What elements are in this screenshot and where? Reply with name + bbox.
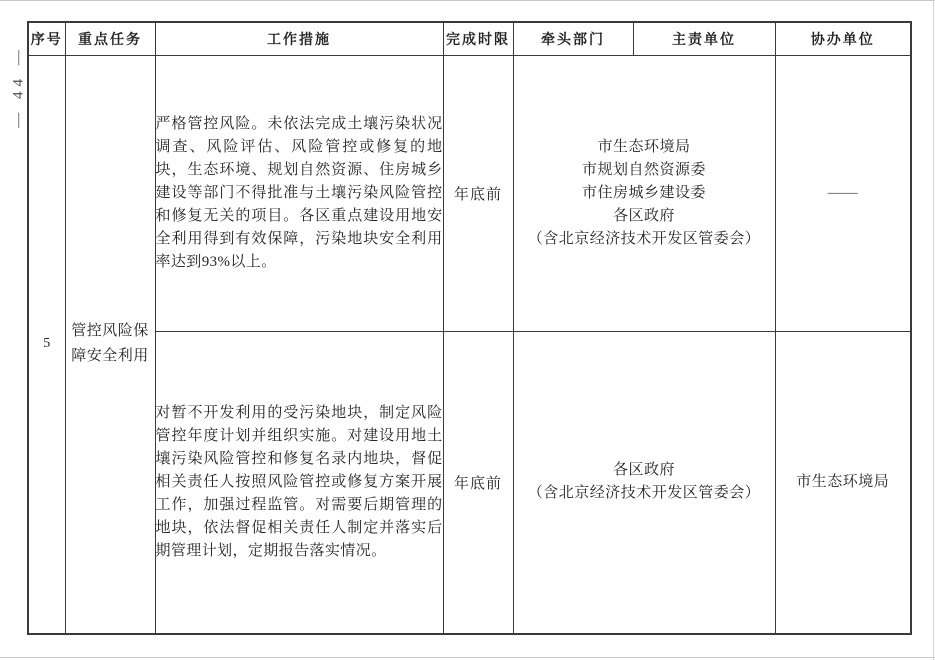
measure-text: 对暂不开发利用的受污染地块，制定风险管控年度计划并组织实施。对建设用地土壤污染风险管控和修复名录内地块，督促相关责任人按照风险管控或修复方案开展工作，加强过程监管。对需要后期管理的地块，依法督促相关责任人制定并落实后期管理计划，定期报告落实情况。 (155, 404, 443, 559)
measure-cell (155, 332, 443, 634)
lead-main-cell: 各区政府 （含北京经济技术开发区管委会） (513, 332, 775, 634)
task-cell: 管控风险保障安全利用 (65, 56, 155, 634)
header-row (28, 22, 911, 56)
page-number: — 44 — (10, 45, 27, 128)
page-edge-bottom (0, 657, 935, 658)
assist-cell: 市生态环境局 (775, 332, 911, 634)
table-row (28, 332, 911, 634)
deadline-cell: 年底前 (443, 56, 513, 332)
assist-cell (775, 56, 911, 332)
assist-dash: —— (827, 185, 858, 201)
measure-text: 严格管控风险。未依法完成土壤污染状况调查、风险评估、风险管控或修复的地块，生态环境、规划自然资源、住房城乡建设等部门不得批准与土壤污染风险管控和修复无关的项目。各区重点建设用地安全利用得到有效保障，污染地块安全利用率达到93%以上。 (155, 116, 443, 270)
col-header-lead: 牵头部门 (513, 22, 633, 56)
table-row (28, 56, 911, 332)
page-edge-right (933, 0, 934, 660)
col-header-index: 序号 (28, 22, 65, 56)
deadline-cell: 年底前 (443, 332, 513, 634)
col-header-task: 重点任务 (65, 22, 155, 56)
task-table (27, 21, 912, 635)
col-header-assist: 协办单位 (775, 22, 911, 56)
col-header-main: 主责单位 (633, 22, 775, 56)
measure-cell (155, 56, 443, 332)
lead-main-cell: 市生态环境局 市规划自然资源委 市住房城乡建设委 各区政府 （含北京经济技术开发区管委会） (513, 56, 775, 332)
col-header-measure: 工作措施 (155, 22, 443, 56)
col-header-deadline: 完成时限 (443, 22, 513, 56)
page-edge-top (0, 0, 935, 1)
index-cell: 5 (28, 56, 65, 634)
